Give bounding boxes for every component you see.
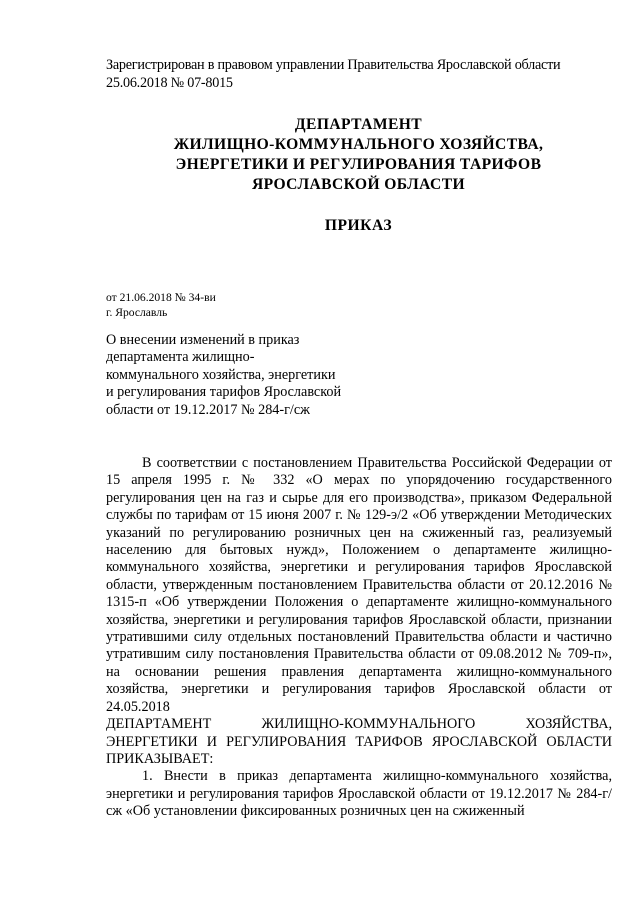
department-line-2: ЖИЛИЩНО-КОММУНАЛЬНОГО ХОЗЯЙСТВА, [173, 136, 544, 153]
order-meta [106, 290, 216, 320]
department-line-4: ЯРОСЛАВСКОЙ ОБЛАСТИ [251, 176, 466, 193]
order-date-number: от 21.06.2018 № 34-ви [106, 291, 216, 304]
department-header [106, 115, 611, 195]
order-title: ПРИКАЗ [324, 217, 393, 234]
order-subject: О внесении изменений в приказ департамента жилищно-коммунального хозяйства, энергетики и регулирования тарифов Ярославской области от 19.12.2017 № 284-г/сж [106, 332, 342, 418]
registration-number: 25.06.2018 № 07-8015 [106, 75, 233, 91]
order-body [106, 455, 612, 821]
registration-line: Зарегистрирован в правовом управлении Правительства Ярославской области [106, 57, 561, 73]
item-1-paragraph: 1. Внести в приказ департамента жилищно-коммунального хозяйства, энергетики и регулирования тарифов Ярославской области от 19.12.2017 № 284-г/сж «Об установлении фиксированных розничных цен на сжиженный [106, 768, 612, 820]
orders-clause: ДЕПАРТАМЕНТ ЖИЛИЩНО-КОММУНАЛЬНОГО ХОЗЯЙСТВА, ЭНЕРГЕТИКИ И РЕГУЛИРОВАНИЯ ТАРИФОВ ЯРОСЛАВСКОЙ ОБЛАСТИ ПРИКАЗЫВАЕТ: [106, 716, 612, 767]
preamble-paragraph: В соответствии с постановлением Правительства Российской Федерации от 15 апреля 1995 г. № 332 «О мерах по упорядочению государственного регулирования цен на газ и сырье для его производства», приказом Федеральной службы по тарифам от 15 июня 2007 г. № 129-э/2 «Об утверждении Методических указаний по регулированию розничных цен на сжиженный газ, реализуемый населению для бытовых нужд», Положением о департаменте жилищно-коммунального хозяйства, энергетики и регулирования тарифов Ярославской области, утвержденным постановлением Правительства области от 20.12.2016 № 1315-п «Об утверждении Положения о департаменте жилищно-коммунального хозяйства, энергетики и регулирования тарифов Ярославской области, признании утратившими силу отдельных постановлений Правительства области и частично утратившим силу постановления Правительства области от 09.08.2012 № 709-п», на основании решения правления департамента жилищно-коммунального хозяйства, энергетики и регулирования тарифов Ярославской области от 24.05.2018 [106, 455, 612, 715]
registration-note [106, 56, 611, 92]
order-city: г. Ярославль [106, 306, 168, 319]
department-line-1: ДЕПАРТАМЕНТ [294, 116, 423, 133]
department-line-3: ЭНЕРГЕТИКИ И РЕГУЛИРОВАНИЯ ТАРИФОВ [175, 156, 542, 173]
